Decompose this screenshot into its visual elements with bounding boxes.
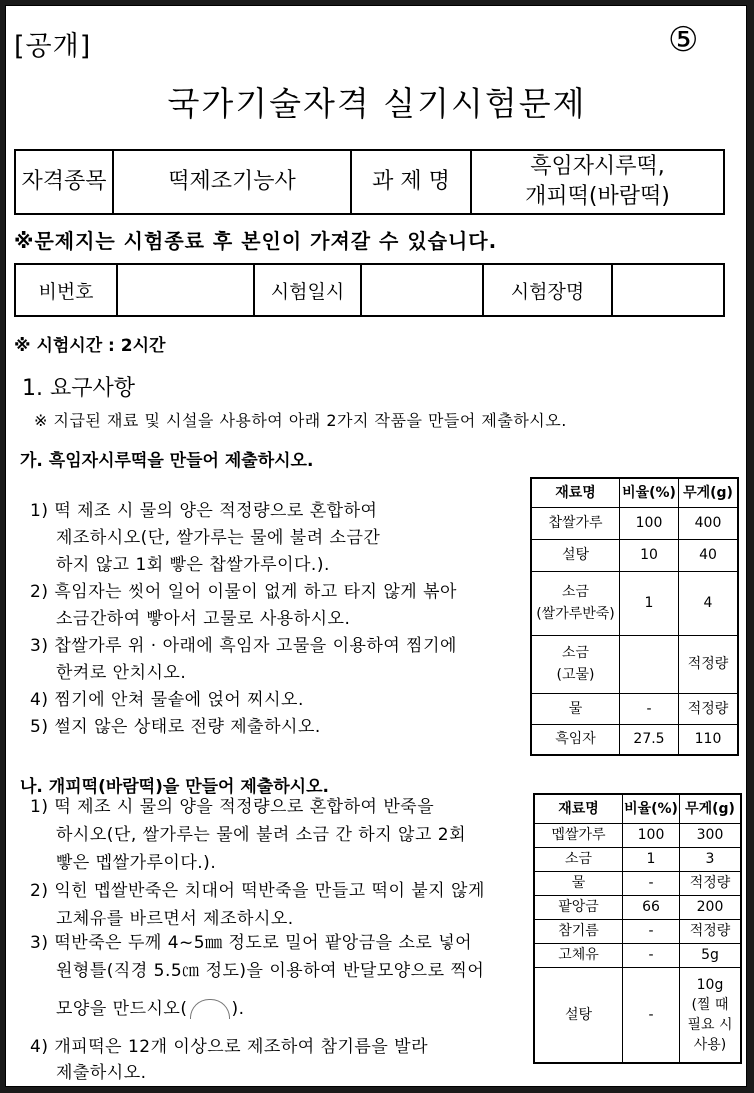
table-cell: 110 — [679, 724, 739, 755]
table-cell: 설탕 — [534, 967, 623, 1063]
task-line-1: 흑임자시루떡, — [530, 154, 665, 179]
requirements-instruction: ※ 지급된 재료 및 시설을 사용하여 아래 2가지 작품을 만들어 제출하시오. — [34, 411, 567, 430]
table-row — [534, 895, 741, 919]
problem-number: ⑤ — [668, 20, 699, 60]
table-cell: 27.5 — [620, 724, 679, 755]
table-cell: 10 — [620, 539, 679, 571]
section-b-line: 1) 떡 제조 시 물의 양을 적정량으로 혼합하여 반죽을 — [30, 797, 435, 817]
section-a-line: 2) 흑임자는 씻어 일어 이물이 없게 하고 타지 않게 볶아 — [30, 582, 457, 602]
table-cell: 1 — [623, 847, 680, 871]
table-cell: - — [620, 693, 679, 724]
section-a-title: 가. 흑임자시루떡을 만들어 제출하시오. — [20, 451, 314, 471]
table-cell: 물 — [534, 871, 623, 895]
table-row — [531, 539, 738, 571]
table-cell: 적정량 — [679, 693, 739, 724]
section-b-line: 빻은 멥쌀가루이다.). — [56, 853, 217, 873]
table-cell: 10g (찔 때 필요 시 사용) — [680, 967, 742, 1063]
section-b-line: 제출하시오. — [56, 1063, 147, 1083]
table-cell: 멥쌀가루 — [534, 823, 623, 847]
public-tag: [공개] — [14, 31, 92, 62]
date-label: 시험일시 — [254, 264, 361, 316]
table-row — [531, 635, 738, 693]
ingredient-table-b — [533, 793, 742, 1064]
place-value — [612, 264, 724, 316]
table-cell: - — [623, 919, 680, 943]
table-cell: - — [623, 871, 680, 895]
header-cell: 비율(%) — [620, 478, 679, 507]
table-cell: 3 — [680, 847, 742, 871]
exam-info-table — [14, 263, 725, 317]
table-cell: 설탕 — [531, 539, 620, 571]
exam-sheet — [5, 5, 747, 1087]
shape-text-end: ). — [231, 999, 245, 1019]
table-cell: - — [623, 967, 680, 1063]
section-b-title: 나. 개피떡(바람떡)을 만들어 제출하시오. — [20, 777, 329, 797]
id-value — [117, 264, 254, 316]
section-a-line: 소금간하여 빻아서 고물로 사용하시오. — [56, 609, 351, 629]
field-label: 자격종목 — [15, 150, 113, 214]
table-row — [531, 693, 738, 724]
table-cell: 팥앙금 — [534, 895, 623, 919]
table-row — [534, 823, 741, 847]
section-b-line: 4) 개피떡은 12개 이상으로 제조하여 참기름을 발라 — [30, 1037, 429, 1057]
field-value: 떡제조기능사 — [113, 150, 351, 214]
section-a-line: 3) 찹쌀가루 위 · 아래에 흑임자 고물을 이용하여 찜기에 — [30, 636, 457, 656]
header-cell: 비율(%) — [623, 794, 680, 823]
place-label: 시험장명 — [483, 264, 612, 316]
table-cell: 400 — [679, 507, 739, 539]
id-label: 비번호 — [15, 264, 117, 316]
page-title: 국가기술자격 실기시험문제 — [167, 84, 587, 123]
half-moon-shape-icon — [190, 999, 230, 1019]
table-cell — [620, 635, 679, 693]
table-cell: 찹쌀가루 — [531, 507, 620, 539]
date-value — [361, 264, 483, 316]
table-cell: 66 — [623, 895, 680, 919]
section-a-line: 한켜로 안치시오. — [56, 663, 187, 683]
requirements-heading: 1. 요구사항 — [22, 376, 135, 401]
time-limit: ※ 시험시간 : 2시간 — [14, 336, 166, 356]
section-b-line — [56, 994, 245, 1019]
section-b-line: 3) 떡반죽은 두께 4~5㎜ 정도로 밀어 팥앙금을 소로 넣어 — [30, 933, 473, 953]
table-cell: 5g — [680, 943, 742, 967]
table-cell: 1 — [620, 571, 679, 635]
section-a-line: 하지 않고 1회 빻은 찹쌀가루이다.). — [56, 555, 330, 575]
section-a-line: 제조하시오(단, 쌀가루는 물에 불려 소금간 — [56, 528, 381, 548]
section-a-line: 4) 찜기에 안쳐 물솥에 얹어 찌시오. — [30, 690, 304, 710]
ingredient-table-a — [530, 477, 739, 756]
table-cell: 소금 — [534, 847, 623, 871]
table-row — [534, 967, 741, 1063]
table-cell: 적정량 — [680, 871, 742, 895]
table-cell: 200 — [680, 895, 742, 919]
table-cell: 300 — [680, 823, 742, 847]
notice-text: ※문제지는 시험종료 후 본인이 가져갈 수 있습니다. — [14, 229, 498, 253]
table-row — [534, 847, 741, 871]
table-cell: 적정량 — [679, 635, 739, 693]
shape-text-start: 모양을 만드시오( — [56, 999, 188, 1019]
table-row — [531, 571, 738, 635]
section-b-line: 원형틀(직경 5.5㎝ 정도)을 이용하여 반달모양으로 찍어 — [56, 961, 485, 981]
section-a-line: 1) 떡 제조 시 물의 양은 적정량으로 혼합하여 — [30, 501, 378, 521]
table-cell: 참기름 — [534, 919, 623, 943]
table-row — [534, 943, 741, 967]
table-cell: - — [623, 943, 680, 967]
header-cell: 재료명 — [531, 478, 620, 507]
header-cell: 무게(g) — [680, 794, 742, 823]
section-b-line: 고체유를 바르면서 제조하시오. — [56, 909, 294, 929]
table-cell: 물 — [531, 693, 620, 724]
header-cell: 재료명 — [534, 794, 623, 823]
task-line-2: 개피떡(바람떡) — [525, 184, 670, 209]
header-cell: 무게(g) — [679, 478, 739, 507]
table-cell: 흑임자 — [531, 724, 620, 755]
table-cell: 100 — [623, 823, 680, 847]
table-row — [534, 871, 741, 895]
section-b-line: 하시오(단, 쌀가루는 물에 불려 소금 간 하지 않고 2회 — [56, 825, 467, 845]
table-cell: 4 — [679, 571, 739, 635]
section-b-line: 2) 익힌 멥쌀반죽은 치대어 떡반죽을 만들고 떡이 붙지 않게 — [30, 881, 485, 901]
table-row — [534, 919, 741, 943]
table-row — [531, 507, 738, 539]
table-cell: 고체유 — [534, 943, 623, 967]
table-cell: 소금 (고물) — [531, 635, 620, 693]
info-table — [14, 149, 725, 215]
table-cell: 소금 (쌀가루반죽) — [531, 571, 620, 635]
task-label: 과 제 명 — [351, 150, 471, 214]
section-a-line: 5) 썰지 않은 상태로 전량 제출하시오. — [30, 717, 321, 737]
task-value — [471, 150, 724, 214]
table-cell: 40 — [679, 539, 739, 571]
table-cell: 적정량 — [680, 919, 742, 943]
table-cell: 100 — [620, 507, 679, 539]
table-row — [531, 724, 738, 755]
